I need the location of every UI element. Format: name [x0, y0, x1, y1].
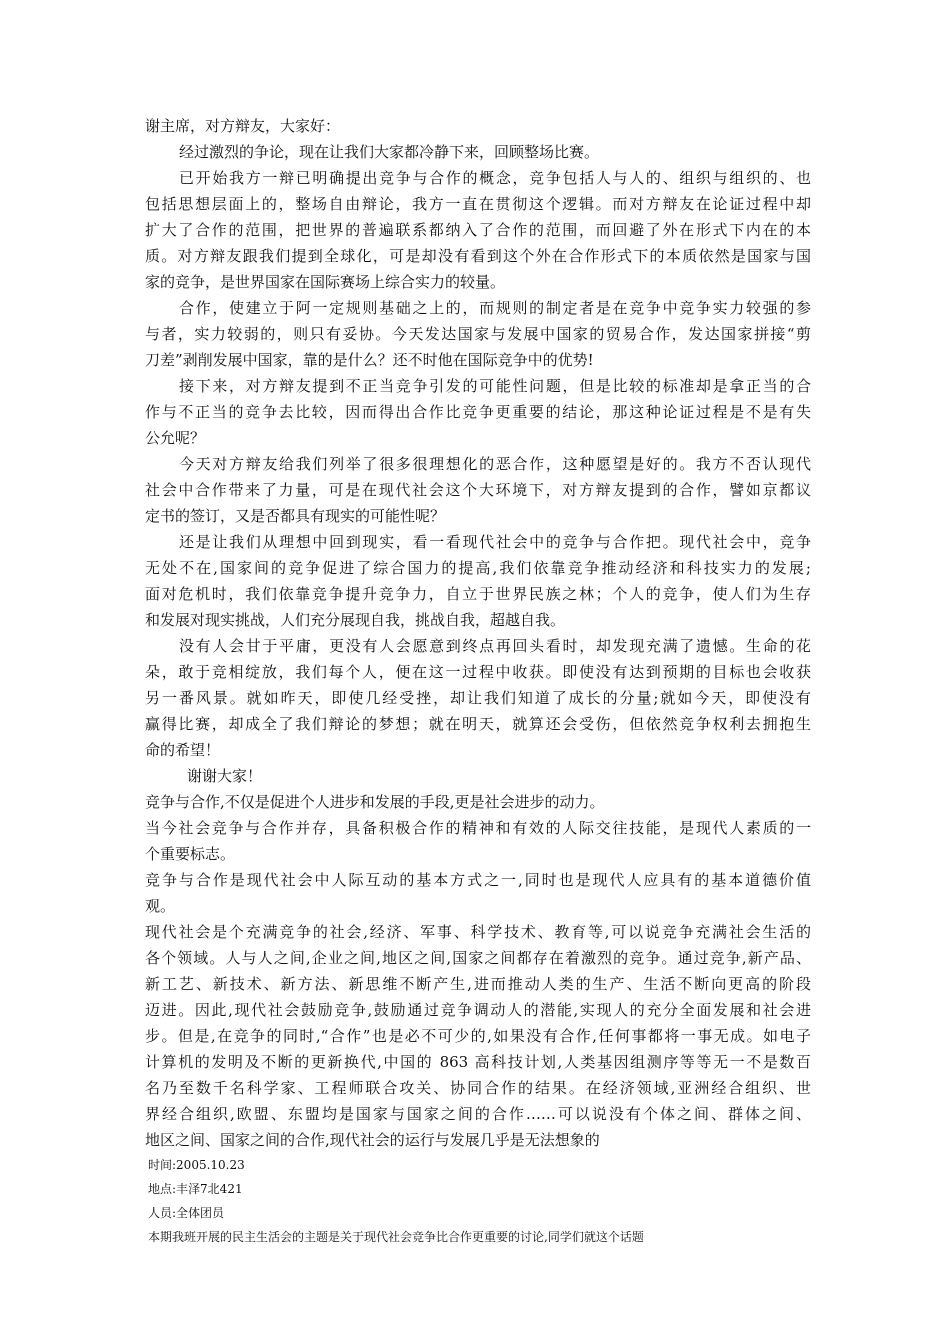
speech-paragraph-7-line: 没有人会甘于平庸，更没有人会愿意到终点再回头看时，却发现充满了遗憾。生命的花 — [179, 637, 811, 655]
speech-paragraph-2-line: 家的竞争，是世界国家在国际赛场上综合实力的较量。 — [145, 273, 506, 291]
essay-paragraph-4-line: 名乃至数千名科学家、工程师联合攻关、协同合作的结果。在经济领域,亚洲经合组织、世 — [145, 1079, 811, 1097]
speech-paragraph-4-line: 接下来，对方辩友提到不正当竞争引发的可能性问题，但是比较的标准却是拿正当的合 — [179, 377, 811, 395]
essay-paragraph-4-line: 计算机的发明及不断的更新换代,中国的 863 高科技计划,人类基因组测序等等无一不是数百 — [145, 1053, 811, 1071]
essay-paragraph-4-line: 现代社会是个充满竞争的社会,经济、军事、科学技术、教育等,可以说竞争充满社会生活的 — [145, 923, 811, 941]
speech-paragraph-2-line: 质。对方辩友跟我们提到全球化，可是却没有看到这个外在合作形式下的本质依然是国家与国 — [145, 247, 811, 265]
speech-paragraph-5-line: 社会中合作带来了力量，可是在现代社会这个大环境下，对方辩友提到的合作，譬如京都议 — [145, 481, 811, 499]
speech-paragraph-5-line: 定书的签订，又是否都具有现实的可能性呢？ — [145, 507, 446, 525]
essay-paragraph-4-line: 地区之间、国家之间的合作,现代社会的运行与发展几乎是无法想象的 — [145, 1131, 600, 1149]
essay-paragraph-4-line: 步。但是,在竞争的同时,“合作”也是必不可少的,如果没有合作,任何事都将一事无成。如电子 — [145, 1027, 811, 1045]
essay-paragraph-4-line: 界经合组织,欧盟、东盟均是国家与国家之间的合作……可以说没有个体之间、群体之间、 — [145, 1105, 811, 1123]
speech-paragraph-3-line: 与者，实力较弱的，则只有妥协。今天发达国家与发展中国家的贸易合作，发达国家拼接“剪 — [145, 325, 811, 343]
speech-paragraph-4-line: 作与不正当的竞争去比较，因而得出合作比竞争更重要的结论，那这种论证过程是不是有失 — [145, 403, 811, 421]
speech-paragraph-7-line: 另一番风景。就如昨天，即使几经受挫，却让我们知道了成长的分量;就如今天，即使没有 — [145, 689, 811, 707]
speech-paragraph-5-line: 今天对方辩友给我们列举了很多很理想化的恶合作，这种愿望是好的。我方不否认现代 — [179, 455, 811, 473]
essay-paragraph-4-line: 各个领域。人与人之间,企业之间,地区之间,国家之间都存在着激烈的竞争。通过竞争,新产品、 — [145, 949, 811, 967]
meeting-summary: 本期我班开展的民主生活会的主题是关于现代社会竞争比合作更重要的讨论,同学们就这个话题 — [148, 1230, 644, 1244]
essay-paragraph-4-line: 迈进。因此,现代社会鼓励竞争,鼓励通过竞争调动人的潜能,实现人的充分全面发展和社会进 — [145, 1001, 811, 1019]
speech-greeting: 谢主席，对方辩友，大家好： — [145, 117, 341, 135]
speech-thanks: 谢谢大家！ — [187, 767, 263, 785]
speech-paragraph-6-line: 无处不在,国家间的竞争促进了综合国力的提高,我们依靠竞争推动经济和科技实力的发展; — [145, 559, 811, 577]
essay-paragraph-2-line: 当今社会竞争与合作并存，具备积极合作的精神和有效的人际交往技能，是现代人素质的一 — [145, 819, 811, 837]
speech-paragraph-2-line: 已开始我方一辩已明确提出竞争与合作的概念，竞争包括人与人的、组织与组织的、也 — [179, 169, 811, 187]
speech-paragraph-3-line: 合作，使建立于阿一定规则基础之上的，而规则的制定者是在竞争中竞争实力较强的参 — [179, 299, 811, 317]
speech-paragraph-6-line: 面对危机时，我们依靠竞争提升竞争力，自立于世界民族之林；个人的竞争，使人们为生存 — [145, 585, 811, 603]
meeting-people: 人员:全体团员 — [148, 1206, 225, 1220]
speech-paragraph-3-line: 刀差”剥削发展中国家，靠的是什么？还不时他在国际竞争中的优势! — [145, 351, 594, 369]
essay-paragraph-4-line: 新工艺、新技术、新方法、新思维不断产生,进而推动人类的生产、生活不断向更高的阶段 — [145, 975, 811, 993]
speech-paragraph-7-line: 赢得比赛，却成全了我们辩论的梦想；就在明天，就算还会受伤，但依然竞争权利去拥抱生 — [145, 715, 811, 733]
speech-paragraph-2-line: 扩大了合作的范围，把世界的普遍联系都纳入了合作的范围，而回避了外在形式下内在的本 — [145, 221, 811, 239]
essay-paragraph-3-line: 竞争与合作是现代社会中人际互动的基本方式之一,同时也是现代人应具有的基本道德价值 — [145, 871, 811, 889]
essay-paragraph-1-line: 竞争与合作,不仅是促进个人进步和发展的手段,更是社会进步的动力。 — [145, 793, 605, 811]
speech-paragraph-7-line: 命的希望！ — [145, 741, 221, 759]
meeting-place: 地点:丰泽7北421 — [148, 1182, 243, 1196]
speech-paragraph-1-line: 经过激烈的争论，现在让我们大家都冷静下来，回顾整场比赛。 — [179, 143, 600, 161]
speech-paragraph-7-line: 朵，敢于竞相绽放，我们每个人，便在这一过程中收获。即使没有达到预期的目标也会收获 — [145, 663, 811, 681]
meeting-time: 时间:2005.10.23 — [148, 1158, 245, 1172]
document-page — [145, 113, 811, 1249]
speech-paragraph-6-line: 和发展对现实挑战，人们充分展现自我，挑战自我，超越自我。 — [145, 611, 566, 629]
speech-paragraph-2-line: 包括思想层面上的，整场自由辩论，我方一直在贯彻这个逻辑。而对方辩友在论证过程中却 — [145, 195, 811, 213]
essay-paragraph-3-line: 观。 — [145, 897, 176, 915]
essay-paragraph-2-line: 个重要标志。 — [145, 845, 236, 863]
speech-paragraph-6-line: 还是让我们从理想中回到现实，看一看现代社会中的竞争与合作把。现代社会中，竞争 — [179, 533, 811, 551]
speech-paragraph-4-line: 公允呢？ — [145, 429, 206, 447]
